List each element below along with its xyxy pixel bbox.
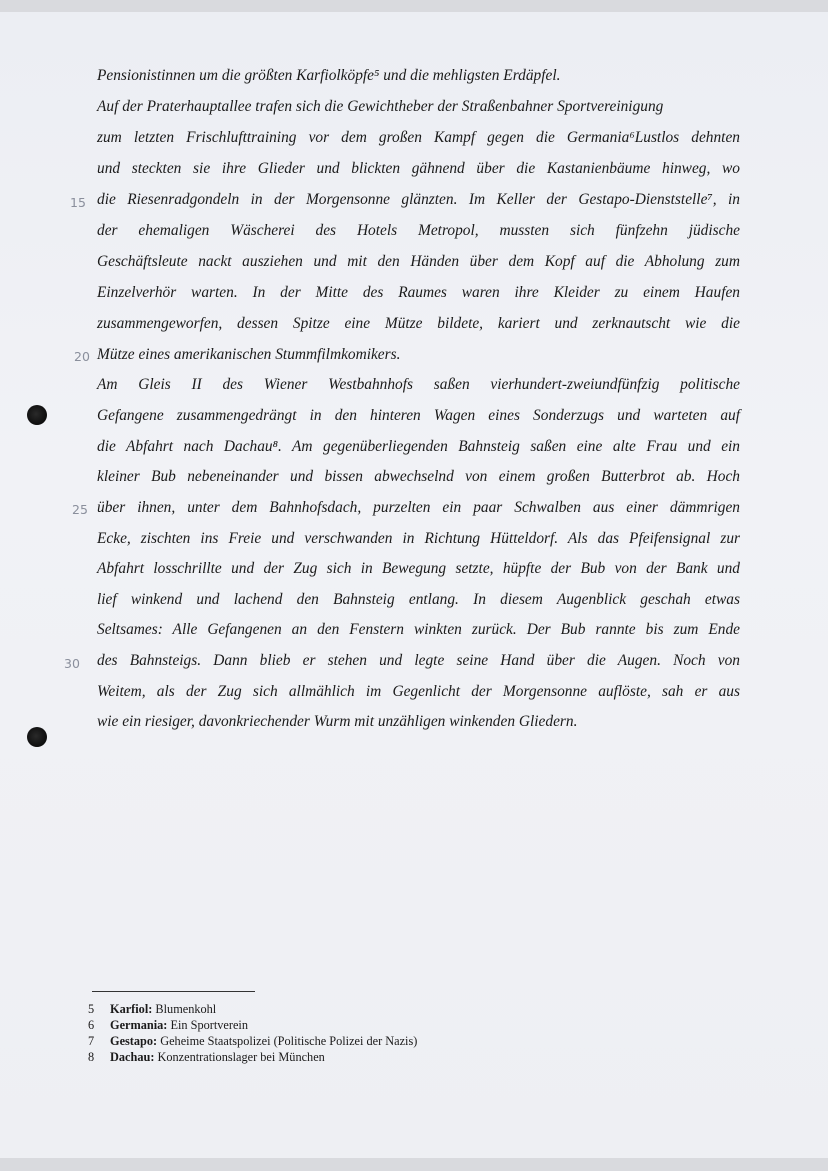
text-line-4: und steckten sie ihre Glieder und blickten gähnend über die Kastanienbäume hinweg, wo bbox=[97, 160, 740, 177]
text-line-15: über ihnen, unter dem Bahnhofsdach, purzelten ein paar Schwalben aus einer dämmrigen bbox=[97, 499, 740, 516]
footnote-number: 5 bbox=[88, 1002, 95, 1016]
footnote-number: 7 bbox=[88, 1034, 95, 1048]
text-line-13: die Abfahrt nach Dachau⁸. Am gegenüberliegenden Bahnsteig saßen eine alte Frau und ein bbox=[97, 438, 740, 455]
text-line-10: Mütze eines amerikanischen Stummfilmkomikers. bbox=[97, 346, 401, 363]
footnote-number: 6 bbox=[88, 1018, 95, 1032]
footnote-number: 8 bbox=[88, 1050, 95, 1064]
text-line-2: Auf der Praterhauptallee trafen sich die Gewichtheber der Straßenbahner Sportvereinigung bbox=[97, 98, 664, 115]
footnote-6 bbox=[88, 1018, 248, 1033]
line-number-15: 15 bbox=[70, 195, 86, 210]
footnote-7 bbox=[88, 1034, 417, 1049]
footnote-term: Karfiol: bbox=[110, 1002, 153, 1016]
footnote-term: Dachau: bbox=[110, 1050, 155, 1064]
punch-hole-bottom bbox=[27, 727, 47, 747]
footnote-5 bbox=[88, 1002, 216, 1017]
line-number-20: 20 bbox=[74, 349, 90, 364]
text-line-19: Seltsames: Alle Gefangenen an den Fenstern winkten zurück. Der Bub rannte bis zum Ende bbox=[97, 621, 740, 638]
text-line-6: der ehemaligen Wäscherei des Hotels Metropol, mussten sich fünfzehn jüdische bbox=[97, 222, 740, 239]
text-line-14: kleiner Bub nebeneinander und bissen abwechselnd von einem großen Butterbrot ab. Hoch bbox=[97, 468, 740, 485]
footnote-term: Gestapo: bbox=[110, 1034, 158, 1048]
text-line-7: Geschäftsleute nackt ausziehen und mit den Händen über dem Kopf auf die Abholung zum bbox=[97, 253, 740, 270]
footnote-text: Konzentrationslager bei München bbox=[157, 1050, 325, 1064]
text-line-22: wie ein riesiger, davonkriechender Wurm mit unzähligen winkenden Gliedern. bbox=[97, 713, 578, 730]
text-line-17: Abfahrt losschrillte und der Zug sich in Bewegung setzte, hüpfte der Bub von der Bank und bbox=[97, 560, 740, 577]
text-line-20: des Bahnsteigs. Dann blieb er stehen und legte seine Hand über die Augen. Noch von bbox=[97, 652, 740, 669]
document-page bbox=[0, 12, 828, 1158]
text-line-11: Am Gleis II des Wiener Westbahnhofs saßen vierhundert-zweiundfünfzig politische bbox=[97, 376, 740, 393]
text-line-8: Einzelverhör warten. In der Mitte des Raumes waren ihre Kleider zu einem Haufen bbox=[97, 284, 740, 301]
footnote-text: Ein Sportverein bbox=[170, 1018, 248, 1032]
punch-hole-top bbox=[27, 405, 47, 425]
footnote-separator bbox=[92, 991, 255, 992]
text-line-18: lief winkend und lachend den Bahnsteig entlang. In diesem Augenblick geschah etwas bbox=[97, 591, 740, 608]
line-number-25: 25 bbox=[72, 502, 88, 517]
text-line-16: Ecke, zischten ins Freie und verschwanden in Richtung Hütteldorf. Als das Pfeifensignal zur bbox=[97, 530, 740, 547]
footnote-text: Geheime Staatspolizei (Politische Polizei der Nazis) bbox=[160, 1034, 418, 1048]
footnote-8 bbox=[88, 1050, 325, 1065]
footnote-term: Germania: bbox=[110, 1018, 168, 1032]
footnote-text: Blumenkohl bbox=[155, 1002, 217, 1016]
text-line-1: Pensionistinnen um die größten Karfiolköpfe⁵ und die mehligsten Erdäpfel. bbox=[97, 67, 561, 84]
text-line-12: Gefangene zusammengedrängt in den hinteren Wagen eines Sonderzugs und warteten auf bbox=[97, 407, 740, 424]
text-line-3: zum letzten Frischlufttraining vor dem großen Kampf gegen die Germania⁶Lustlos dehnten bbox=[97, 129, 740, 146]
text-line-21: Weitem, als der Zug sich allmählich im Gegenlicht der Morgensonne auflöste, sah er aus bbox=[97, 683, 740, 700]
text-line-9: zusammengeworfen, dessen Spitze eine Mütze bildete, kariert und zerknautscht wie die bbox=[97, 315, 740, 332]
line-number-30: 30 bbox=[64, 656, 80, 671]
text-line-5: die Riesenradgondeln in der Morgensonne glänzten. Im Keller der Gestapo-Dienststelle⁷, in bbox=[97, 191, 740, 208]
